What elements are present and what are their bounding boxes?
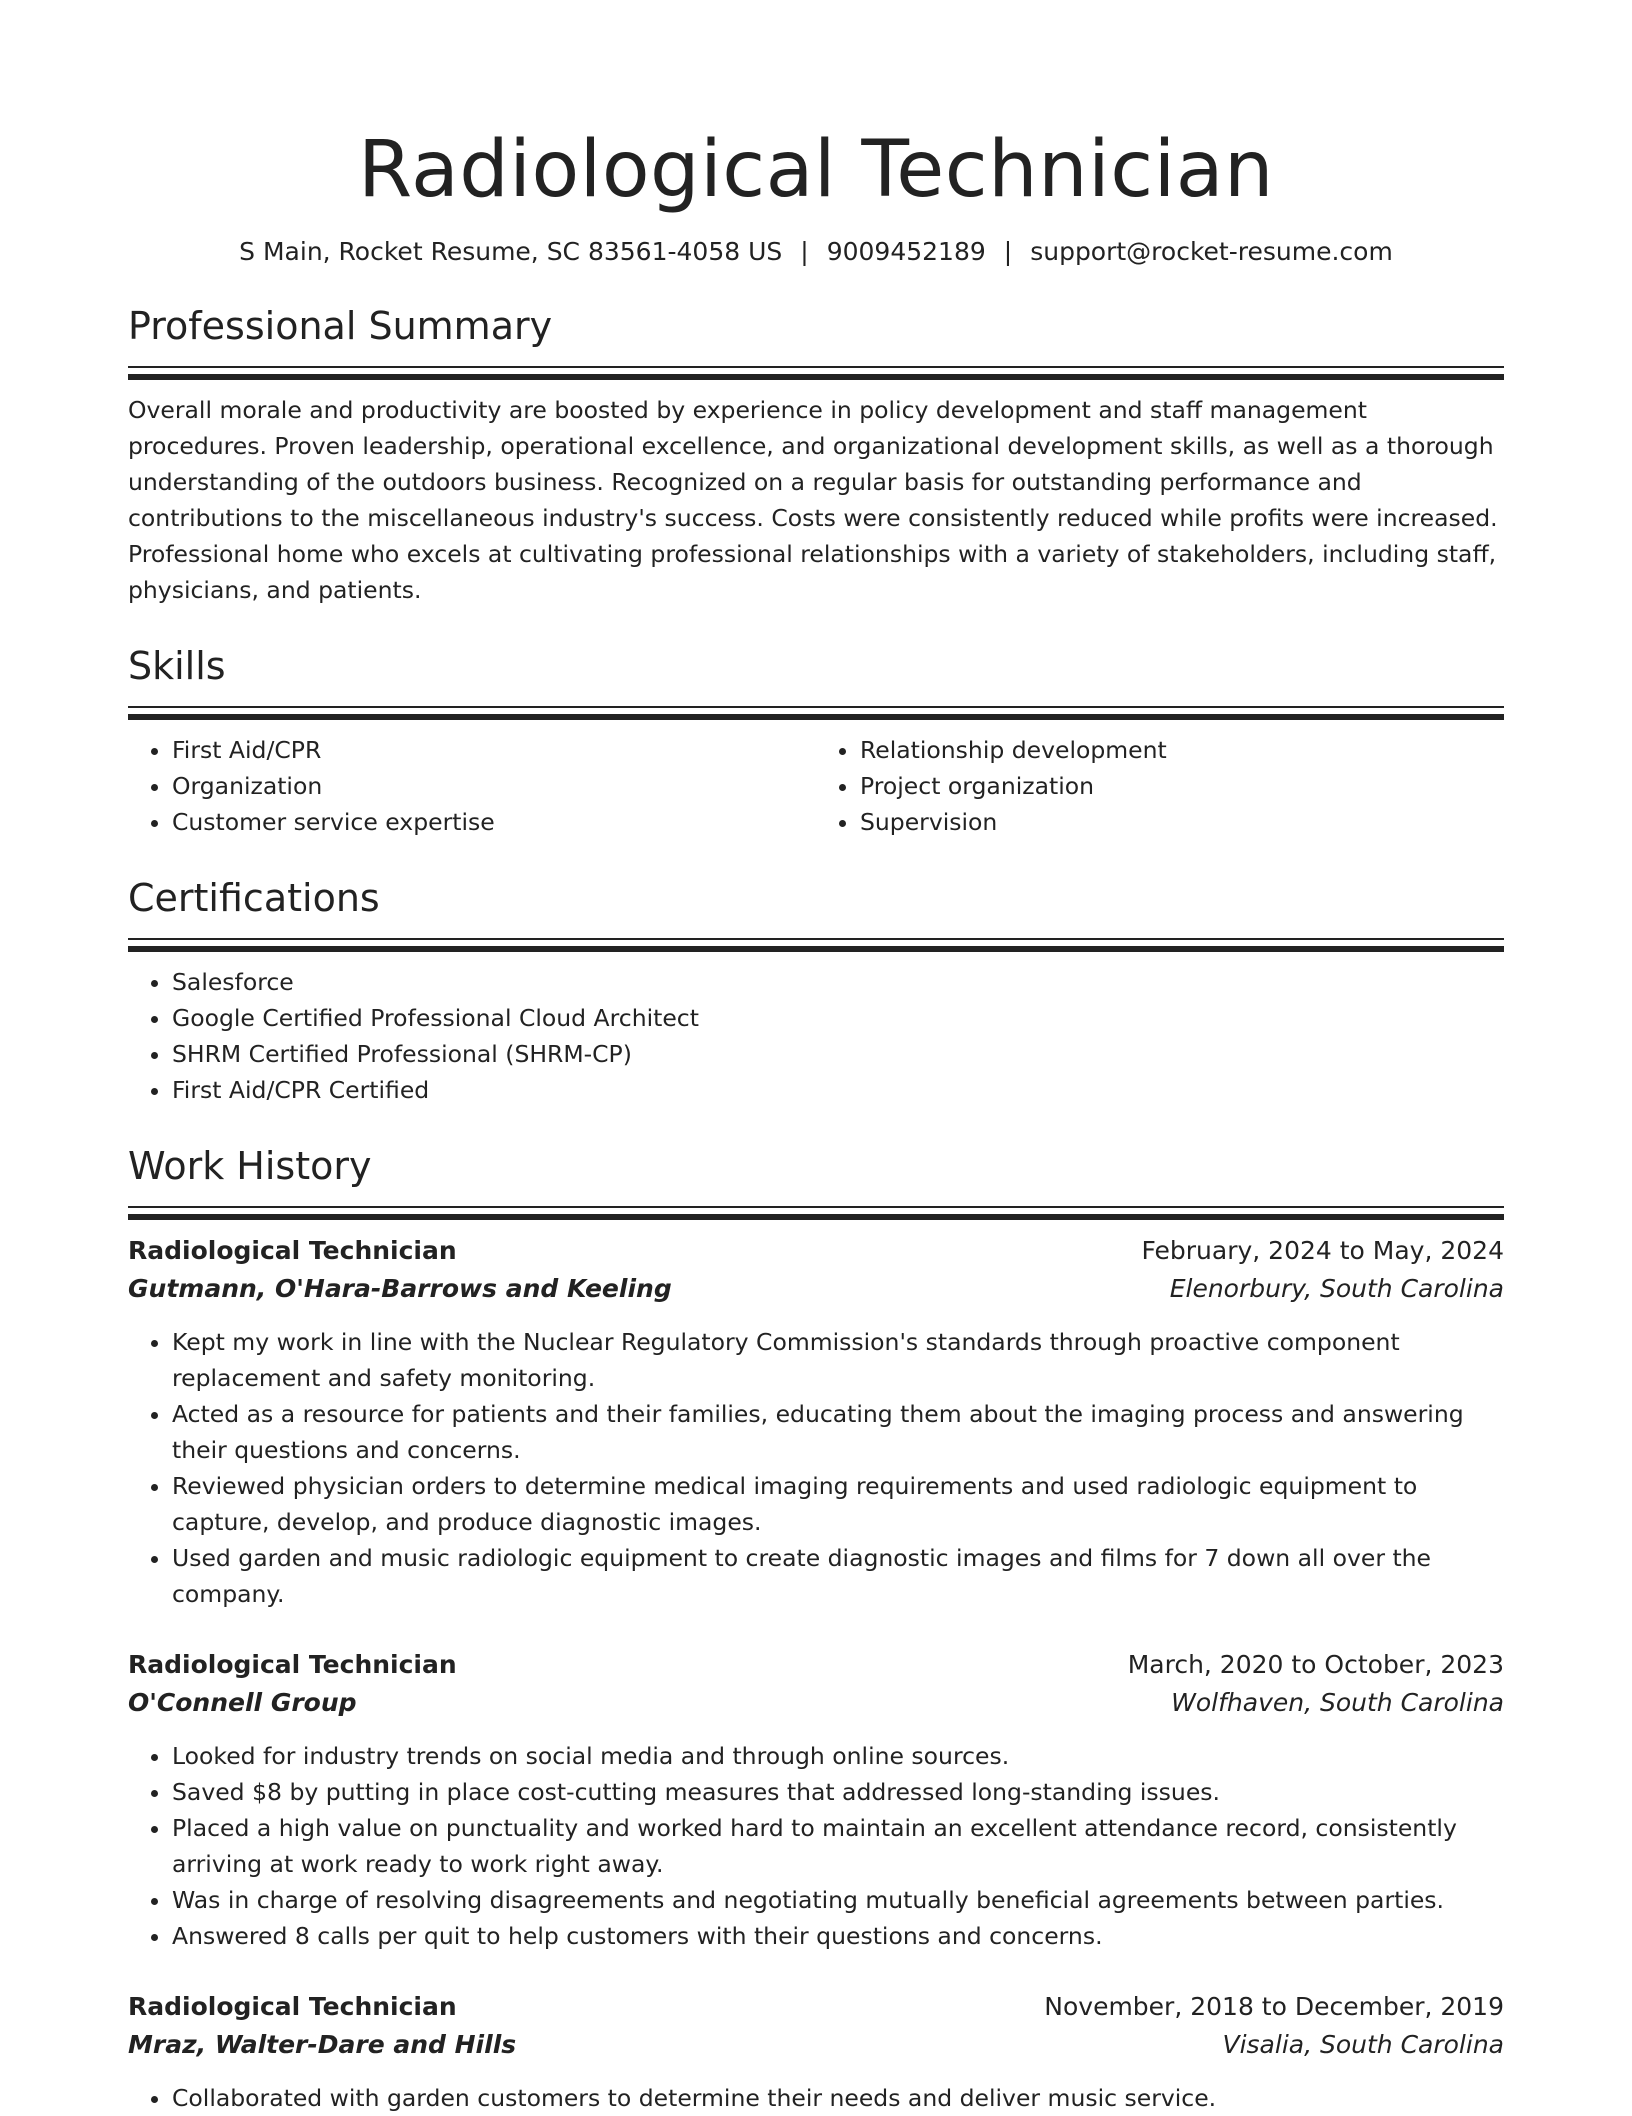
job-entry <box>128 1232 1504 1612</box>
section-divider <box>128 1206 1504 1208</box>
job-dates: February, 2024 to May, 2024 <box>1141 1236 1504 1265</box>
job-bullet: • Acted as a resource for patients and their families, educating them about the imaging process and answering their questions and concerns. <box>172 1396 1504 1468</box>
certifications-section <box>128 874 1504 1108</box>
job-company: Mraz, Walter-Dare and Hills <box>128 2030 517 2059</box>
job-bullets <box>128 1324 1504 1612</box>
skills-list-left <box>128 732 816 840</box>
section-heading: Work History <box>128 1144 372 1188</box>
skills-list-right <box>816 732 1504 840</box>
contact-email: support@rocket-resume.com <box>1030 237 1393 266</box>
section-heading: Certifications <box>128 876 380 920</box>
summary-section <box>128 302 1504 608</box>
job-dates: March, 2020 to October, 2023 <box>1127 1650 1504 1679</box>
job-bullet: • Saved $8 by putting in place cost-cutting measures that addressed long-standing issues. <box>172 1774 1504 1810</box>
skill-item: • Organization <box>172 768 816 804</box>
job-location: Visalia, South Carolina <box>1222 2030 1504 2059</box>
certification-item: • Google Certified Professional Cloud Architect <box>172 1000 1504 1036</box>
job-company: O'Connell Group <box>128 1688 357 1717</box>
job-bullets <box>128 1738 1504 1954</box>
job-entry <box>128 1646 1504 1954</box>
job-title: Radiological Technician <box>128 1992 457 2021</box>
section-heading: Skills <box>128 644 226 688</box>
section-heading: Professional Summary <box>128 304 553 348</box>
skill-item: • Project organization <box>860 768 1504 804</box>
page-title: Radiological Technician <box>357 125 1274 215</box>
work-history-section <box>128 1142 1504 2116</box>
skill-item: • Customer service expertise <box>172 804 816 840</box>
contact-separator: | <box>1003 237 1013 266</box>
job-title: Radiological Technician <box>128 1236 457 1265</box>
contact-phone: 9009452189 <box>826 237 986 266</box>
job-bullet: • Was in charge of resolving disagreements and negotiating mutually beneficial agreements between parties. <box>172 1882 1504 1918</box>
job-location: Wolfhaven, South Carolina <box>1171 1688 1504 1717</box>
resume-page <box>128 0 1504 2116</box>
job-bullet: • Used garden and music radiologic equipment to create diagnostic images and films for 7 down all over the company. <box>172 1540 1504 1612</box>
job-bullets <box>128 2080 1504 2116</box>
certification-item: • SHRM Certified Professional (SHRM-CP) <box>172 1036 1504 1072</box>
contact-line <box>128 236 1504 268</box>
job-location: Elenorbury, South Carolina <box>1169 1274 1504 1303</box>
skill-item: • First Aid/CPR <box>172 732 816 768</box>
job-dates: November, 2018 to December, 2019 <box>1044 1992 1504 2021</box>
job-bullet: • Placed a high value on punctuality and worked hard to maintain an excellent attendance record, consistently arriving at work ready to work right away. <box>172 1810 1504 1882</box>
job-bullet: • Looked for industry trends on social media and through online sources. <box>172 1738 1504 1774</box>
job-bullet: • Kept my work in line with the Nuclear Regulatory Commission's standards through proactive component replacement and safety monitoring. <box>172 1324 1504 1396</box>
certification-item: • First Aid/CPR Certified <box>172 1072 1504 1108</box>
skill-item: • Supervision <box>860 804 1504 840</box>
skill-item: • Relationship development <box>860 732 1504 768</box>
certifications-list <box>128 964 1504 1108</box>
summary-text: Overall morale and productivity are boosted by experience in policy development and staff management procedures. Proven leadership, operational excellence, and organizational development skills, as well as a thorough understanding of the outdoors business. Recognized on a regular basis for outstanding performance and contributions to the miscellaneous industry's success. Costs were consistently reduced while profits were increased. Professional home who excels at cultivating professional relationships with a variety of stakeholders, including staff, physicians, and patients. <box>128 396 1498 604</box>
job-title: Radiological Technician <box>128 1650 457 1679</box>
section-divider <box>128 706 1504 708</box>
section-divider <box>128 938 1504 940</box>
job-company: Gutmann, O'Hara-Barrows and Keeling <box>128 1274 672 1303</box>
contact-address: S Main, Rocket Resume, SC 83561-4058 US <box>239 237 783 266</box>
job-bullet: • Collaborated with garden customers to determine their needs and deliver music service. <box>172 2080 1504 2116</box>
job-bullet: • Reviewed physician orders to determine medical imaging requirements and used radiologic equipment to capture, develop, and produce diagnostic images. <box>172 1468 1504 1540</box>
contact-separator: | <box>800 237 809 266</box>
job-bullet: • Answered 8 calls per quit to help customers with their questions and concerns. <box>172 1918 1504 1954</box>
section-divider <box>128 366 1504 368</box>
certification-item: • Salesforce <box>172 964 1504 1000</box>
job-entry <box>128 1988 1504 2116</box>
skills-section <box>128 642 1504 840</box>
